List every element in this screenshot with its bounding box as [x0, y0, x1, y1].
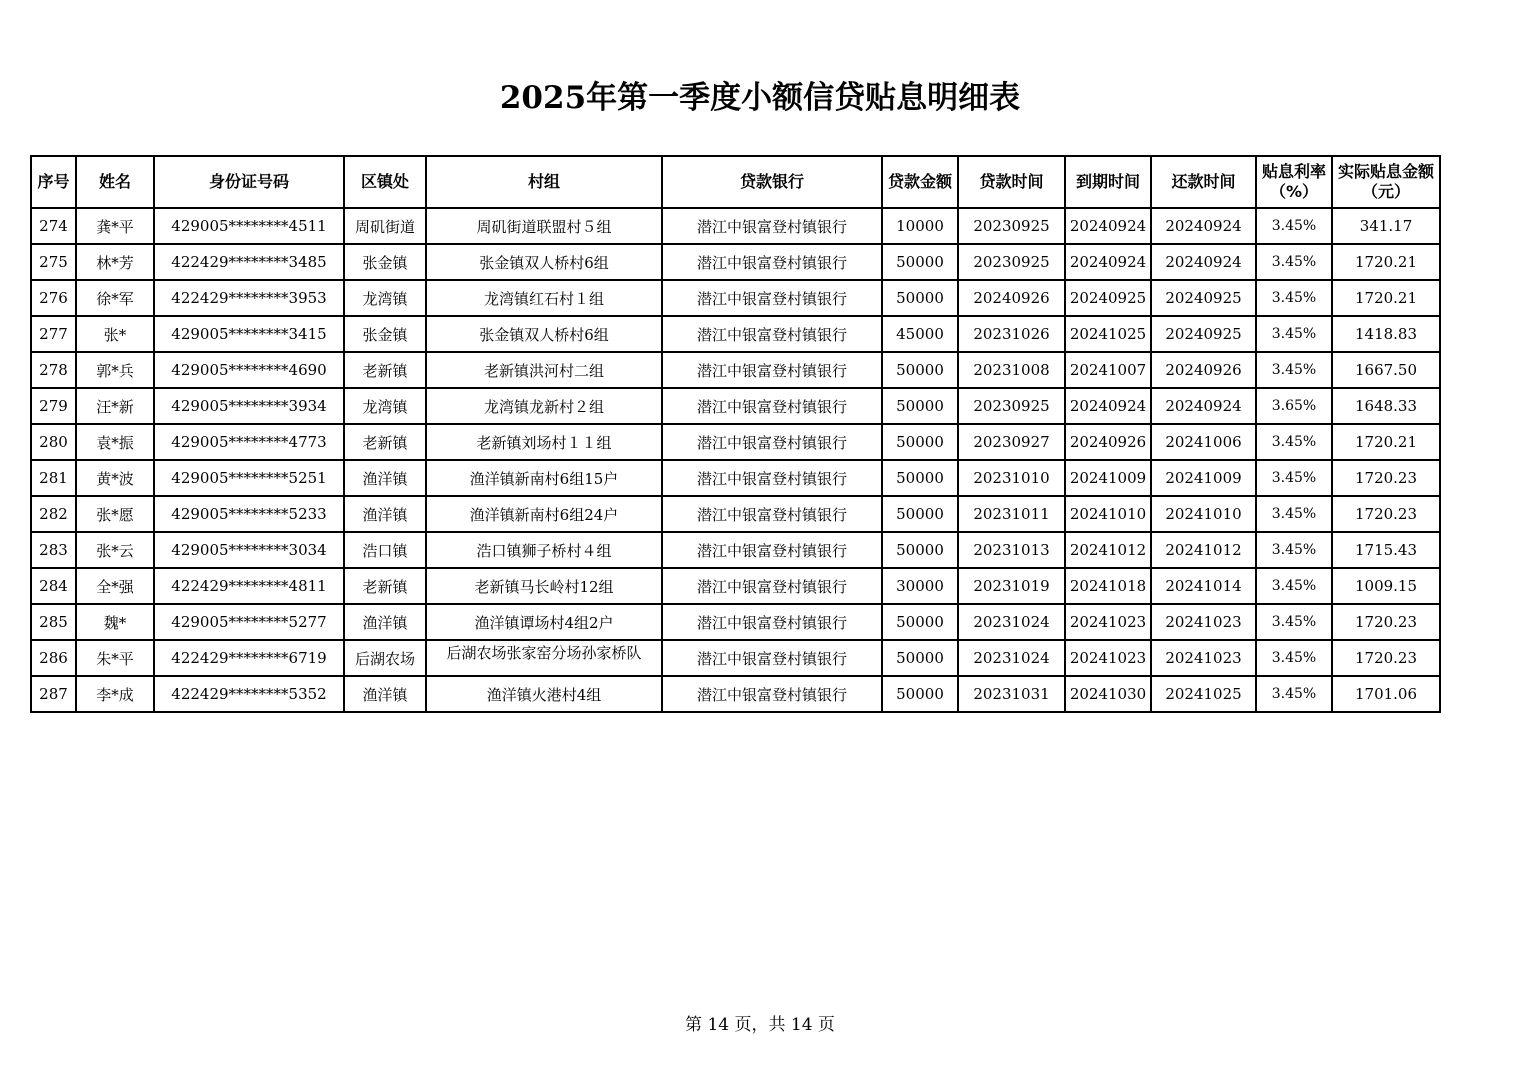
table-row [31, 316, 1440, 352]
cell-seq: 286 [31, 640, 76, 676]
cell-name: 全*强 [76, 568, 154, 604]
cell-village: 龙湾镇红石村１组 [426, 280, 662, 316]
cell-name: 李*成 [76, 676, 154, 712]
cell-id: 422429********3953 [154, 280, 344, 316]
cell-due-date: 20240924 [1065, 388, 1151, 424]
cell-rate: 3.45% [1256, 280, 1332, 316]
cell-amount: 50000 [882, 244, 958, 280]
cell-village: 渔洋镇火港村4组 [426, 676, 662, 712]
cell-name: 龚*平 [76, 208, 154, 244]
header-id: 身份证号码 [154, 156, 344, 208]
cell-due-date: 20240926 [1065, 424, 1151, 460]
cell-district: 老新镇 [344, 424, 426, 460]
cell-seq: 281 [31, 460, 76, 496]
cell-due-date: 20241023 [1065, 640, 1151, 676]
cell-village: 老新镇洪河村二组 [426, 352, 662, 388]
table-row [31, 352, 1440, 388]
cell-bank: 潜江中银富登村镇银行 [662, 352, 882, 388]
cell-loan-date: 20231013 [958, 532, 1065, 568]
table-row [31, 532, 1440, 568]
cell-seq: 287 [31, 676, 76, 712]
cell-loan-date: 20231026 [958, 316, 1065, 352]
cell-subsidy: 1720.23 [1332, 640, 1440, 676]
cell-subsidy: 1667.50 [1332, 352, 1440, 388]
cell-subsidy: 1720.23 [1332, 496, 1440, 532]
cell-repay-date: 20241010 [1151, 496, 1256, 532]
cell-rate: 3.45% [1256, 316, 1332, 352]
cell-id: 429005********4511 [154, 208, 344, 244]
cell-repay-date: 20241009 [1151, 460, 1256, 496]
cell-seq: 278 [31, 352, 76, 388]
cell-seq: 283 [31, 532, 76, 568]
cell-district: 渔洋镇 [344, 604, 426, 640]
header-rate: 贴息利率（%） [1256, 156, 1332, 208]
cell-name: 林*芳 [76, 244, 154, 280]
header-amount: 贷款金额 [882, 156, 958, 208]
cell-subsidy: 1009.15 [1332, 568, 1440, 604]
cell-id: 422429********4811 [154, 568, 344, 604]
cell-village: 周矶街道联盟村５组 [426, 208, 662, 244]
cell-repay-date: 20241012 [1151, 532, 1256, 568]
cell-name: 黄*波 [76, 460, 154, 496]
cell-repay-date: 20241006 [1151, 424, 1256, 460]
cell-bank: 潜江中银富登村镇银行 [662, 532, 882, 568]
cell-rate: 3.45% [1256, 244, 1332, 280]
cell-district: 张金镇 [344, 244, 426, 280]
cell-name: 张*云 [76, 532, 154, 568]
cell-id: 422429********3485 [154, 244, 344, 280]
cell-loan-date: 20231008 [958, 352, 1065, 388]
cell-loan-date: 20230925 [958, 208, 1065, 244]
cell-name: 朱*平 [76, 640, 154, 676]
header-district: 区镇处 [344, 156, 426, 208]
cell-amount: 50000 [882, 352, 958, 388]
cell-amount: 50000 [882, 640, 958, 676]
cell-loan-date: 20231010 [958, 460, 1065, 496]
cell-rate: 3.45% [1256, 424, 1332, 460]
cell-subsidy: 1720.21 [1332, 280, 1440, 316]
cell-due-date: 20241025 [1065, 316, 1151, 352]
cell-name: 汪*新 [76, 388, 154, 424]
cell-due-date: 20240925 [1065, 280, 1151, 316]
cell-amount: 50000 [882, 388, 958, 424]
cell-id: 429005********3034 [154, 532, 344, 568]
header-seq: 序号 [31, 156, 76, 208]
cell-due-date: 20240924 [1065, 244, 1151, 280]
cell-village-text: 后湖农场张家窑分场孙家桥队 [446, 644, 642, 662]
cell-subsidy: 1701.06 [1332, 676, 1440, 712]
cell-seq: 277 [31, 316, 76, 352]
cell-seq: 282 [31, 496, 76, 532]
cell-id: 429005********5251 [154, 460, 344, 496]
table-row [31, 388, 1440, 424]
cell-bank: 潜江中银富登村镇银行 [662, 244, 882, 280]
cell-id: 422429********5352 [154, 676, 344, 712]
cell-due-date: 20241018 [1065, 568, 1151, 604]
page-footer: 第 14 页，共 14 页 [685, 1015, 835, 1035]
cell-seq: 284 [31, 568, 76, 604]
cell-bank: 潜江中银富登村镇银行 [662, 208, 882, 244]
cell-seq: 276 [31, 280, 76, 316]
table-row [31, 280, 1440, 316]
cell-district: 后湖农场 [344, 640, 426, 676]
table-row [31, 676, 1440, 712]
cell-subsidy: 1648.33 [1332, 388, 1440, 424]
cell-district: 浩口镇 [344, 532, 426, 568]
table-row [31, 496, 1440, 532]
header-bank: 贷款银行 [662, 156, 882, 208]
cell-bank: 潜江中银富登村镇银行 [662, 388, 882, 424]
cell-amount: 50000 [882, 280, 958, 316]
cell-bank: 潜江中银富登村镇银行 [662, 640, 882, 676]
cell-district: 渔洋镇 [344, 496, 426, 532]
cell-village: 渔洋镇新南村6组15户 [426, 460, 662, 496]
cell-bank: 潜江中银富登村镇银行 [662, 280, 882, 316]
cell-bank: 潜江中银富登村镇银行 [662, 568, 882, 604]
cell-loan-date: 20231024 [958, 640, 1065, 676]
cell-loan-date: 20231019 [958, 568, 1065, 604]
cell-amount: 45000 [882, 316, 958, 352]
cell-bank: 潜江中银富登村镇银行 [662, 460, 882, 496]
cell-rate: 3.45% [1256, 640, 1332, 676]
cell-seq: 274 [31, 208, 76, 244]
cell-bank: 潜江中银富登村镇银行 [662, 676, 882, 712]
cell-due-date: 20241012 [1065, 532, 1151, 568]
cell-amount: 50000 [882, 604, 958, 640]
cell-due-date: 20241009 [1065, 460, 1151, 496]
cell-due-date: 20241023 [1065, 604, 1151, 640]
cell-bank: 潜江中银富登村镇银行 [662, 604, 882, 640]
cell-subsidy: 1720.21 [1332, 424, 1440, 460]
cell-id: 429005********5233 [154, 496, 344, 532]
cell-id: 429005********3415 [154, 316, 344, 352]
header-loan-date: 贷款时间 [958, 156, 1065, 208]
cell-village: 渔洋镇新南村6组24户 [426, 496, 662, 532]
cell-repay-date: 20240924 [1151, 208, 1256, 244]
table-row [31, 604, 1440, 640]
cell-district: 老新镇 [344, 352, 426, 388]
cell-rate: 3.45% [1256, 604, 1332, 640]
cell-loan-date: 20230925 [958, 244, 1065, 280]
cell-district: 龙湾镇 [344, 280, 426, 316]
cell-village: 张金镇双人桥村6组 [426, 316, 662, 352]
cell-loan-date: 20231011 [958, 496, 1065, 532]
cell-subsidy: 1418.83 [1332, 316, 1440, 352]
cell-rate: 3.45% [1256, 676, 1332, 712]
cell-village: 渔洋镇谭场村4组2户 [426, 604, 662, 640]
table-row [31, 568, 1440, 604]
header-repay-date: 还款时间 [1151, 156, 1256, 208]
cell-loan-date: 20240926 [958, 280, 1065, 316]
table-row [31, 460, 1440, 496]
subsidy-table [30, 155, 1441, 713]
cell-due-date: 20241010 [1065, 496, 1151, 532]
cell-repay-date: 20241023 [1151, 640, 1256, 676]
cell-repay-date: 20240926 [1151, 352, 1256, 388]
cell-amount: 50000 [882, 676, 958, 712]
cell-amount: 50000 [882, 532, 958, 568]
cell-seq: 280 [31, 424, 76, 460]
cell-bank: 潜江中银富登村镇银行 [662, 496, 882, 532]
table-row [31, 424, 1440, 460]
cell-amount: 50000 [882, 424, 958, 460]
cell-district: 张金镇 [344, 316, 426, 352]
cell-id: 429005********3934 [154, 388, 344, 424]
cell-seq: 285 [31, 604, 76, 640]
cell-id: 429005********5277 [154, 604, 344, 640]
cell-name: 郭*兵 [76, 352, 154, 388]
cell-amount: 10000 [882, 208, 958, 244]
cell-due-date: 20241030 [1065, 676, 1151, 712]
cell-rate: 3.45% [1256, 568, 1332, 604]
cell-district: 周矶街道 [344, 208, 426, 244]
cell-name: 袁*振 [76, 424, 154, 460]
cell-repay-date: 20241014 [1151, 568, 1256, 604]
cell-bank: 潜江中银富登村镇银行 [662, 424, 882, 460]
cell-subsidy: 1715.43 [1332, 532, 1440, 568]
cell-amount: 50000 [882, 496, 958, 532]
cell-repay-date: 20240925 [1151, 316, 1256, 352]
cell-amount: 30000 [882, 568, 958, 604]
cell-village: 张金镇双人桥村6组 [426, 244, 662, 280]
table-body [31, 208, 1440, 712]
cell-subsidy: 1720.21 [1332, 244, 1440, 280]
cell-village: 龙湾镇龙新村２组 [426, 388, 662, 424]
cell-subsidy: 1720.23 [1332, 604, 1440, 640]
cell-id: 429005********4773 [154, 424, 344, 460]
page-title: 2025年第一季度小额信贷贴息明细表 [499, 80, 1021, 116]
table-row [31, 244, 1440, 280]
cell-repay-date: 20240925 [1151, 280, 1256, 316]
cell-village: 老新镇马长岭村12组 [426, 568, 662, 604]
cell-due-date: 20241007 [1065, 352, 1151, 388]
cell-seq: 275 [31, 244, 76, 280]
cell-subsidy: 1720.23 [1332, 460, 1440, 496]
cell-subsidy: 341.17 [1332, 208, 1440, 244]
cell-district: 老新镇 [344, 568, 426, 604]
cell-district: 龙湾镇 [344, 388, 426, 424]
cell-repay-date: 20241025 [1151, 676, 1256, 712]
cell-rate: 3.45% [1256, 460, 1332, 496]
header-name: 姓名 [76, 156, 154, 208]
cell-repay-date: 20241023 [1151, 604, 1256, 640]
cell-repay-date: 20240924 [1151, 244, 1256, 280]
cell-district: 渔洋镇 [344, 676, 426, 712]
cell-id: 429005********4690 [154, 352, 344, 388]
cell-rate: 3.45% [1256, 496, 1332, 532]
table-row [31, 640, 1440, 676]
cell-rate: 3.45% [1256, 208, 1332, 244]
cell-village [426, 640, 662, 676]
cell-seq: 279 [31, 388, 76, 424]
cell-amount: 50000 [882, 460, 958, 496]
cell-loan-date: 20230927 [958, 424, 1065, 460]
cell-name: 徐*军 [76, 280, 154, 316]
cell-loan-date: 20231031 [958, 676, 1065, 712]
header-due-date: 到期时间 [1065, 156, 1151, 208]
cell-repay-date: 20240924 [1151, 388, 1256, 424]
cell-name: 魏* [76, 604, 154, 640]
header-village: 村组 [426, 156, 662, 208]
cell-name: 张*愿 [76, 496, 154, 532]
cell-loan-date: 20231024 [958, 604, 1065, 640]
header-subsidy: 实际贴息金额（元） [1332, 156, 1440, 208]
cell-village: 浩口镇狮子桥村４组 [426, 532, 662, 568]
cell-loan-date: 20230925 [958, 388, 1065, 424]
cell-rate: 3.65% [1256, 388, 1332, 424]
cell-district: 渔洋镇 [344, 460, 426, 496]
cell-bank: 潜江中银富登村镇银行 [662, 316, 882, 352]
cell-rate: 3.45% [1256, 352, 1332, 388]
table-row [31, 208, 1440, 244]
cell-name: 张* [76, 316, 154, 352]
cell-rate: 3.45% [1256, 532, 1332, 568]
cell-id: 422429********6719 [154, 640, 344, 676]
table-header-row [31, 156, 1440, 208]
cell-village: 老新镇刘场村１１组 [426, 424, 662, 460]
cell-due-date: 20240924 [1065, 208, 1151, 244]
